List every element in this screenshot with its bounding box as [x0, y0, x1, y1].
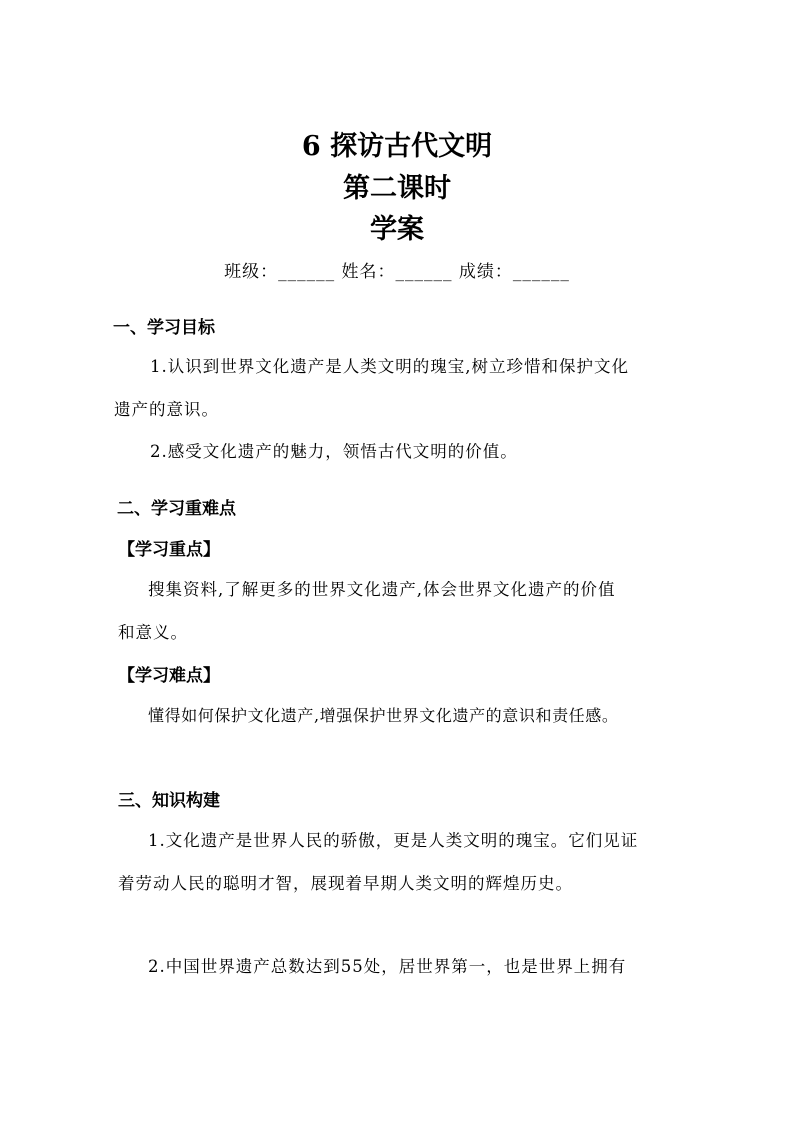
objective-item-2: 2.感受文化遗产的魅力，领悟古代文明的价值。: [150, 442, 518, 461]
section-heading-knowledge: 三、知识构建: [118, 791, 220, 811]
document-title: 6 探访古代文明: [301, 131, 493, 162]
key-point-text-line-2: 和意义。: [118, 623, 188, 642]
difficult-point-label: 【学习难点】: [118, 666, 220, 686]
section-heading-objectives: 一、学习目标: [113, 318, 215, 338]
objective-item-1-line-1: 1.认识到世界文化遗产是人类文明的瑰宝,树立珍惜和保护文化: [150, 357, 629, 376]
knowledge-item-2-line-1: 2.中国世界遗产总数达到55处，居世界第一，也是世界上拥有: [148, 957, 627, 976]
lesson-number: 第二课时: [343, 173, 451, 204]
objective-item-1-line-2: 遗产的意识。: [114, 400, 219, 419]
section-heading-key-points: 二、学习重难点: [117, 499, 236, 519]
key-point-text-line-1: 搜集资料,了解更多的世界文化遗产,体会世界文化遗产的价值: [148, 580, 616, 599]
knowledge-item-1-line-1: 1.文化遗产是世界人民的骄傲，更是人类文明的瑰宝。它们见证: [148, 831, 639, 850]
knowledge-item-1-line-2: 着劳动人民的聪明才智，展现着早期人类文明的辉煌历史。: [118, 874, 573, 893]
key-point-label: 【学习重点】: [118, 540, 220, 560]
student-info-line: 班级：______ 姓名：______ 成绩：______: [224, 262, 570, 282]
document-subtitle: 学案: [370, 214, 424, 245]
difficult-point-text: 懂得如何保护文化遗产,增强保护世界文化遗产的意识和责任感。: [148, 706, 619, 725]
